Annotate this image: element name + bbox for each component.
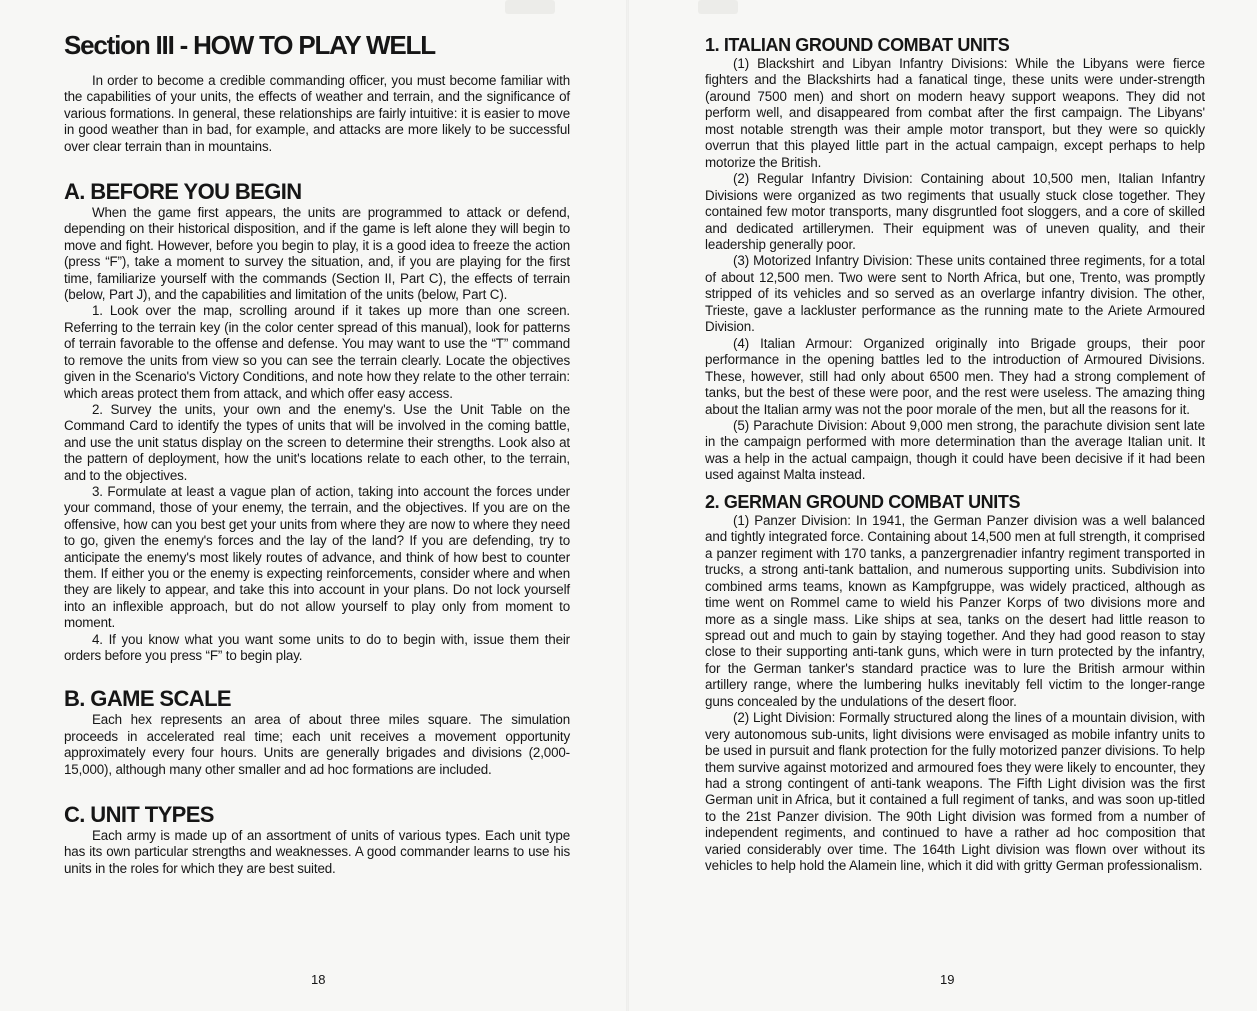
page-number: 18: [311, 972, 326, 987]
heading-italian-units: 1. ITALIAN GROUND COMBAT UNITS: [705, 35, 1010, 55]
heading-before-you-begin: A. BEFORE YOU BEGIN: [64, 179, 302, 205]
right-page: [628, 0, 1257, 1011]
heading-game-scale: B. GAME SCALE: [64, 686, 231, 712]
paragraph: (2) Regular Infantry Division: Containing about 10,500 men, Italian Infantry Divisions were organized as two regiments that usually stuck close together. They contained few motor transports, many disgruntled foot sloggers, and a core of skilled and dedicated artillerymen. Their equipment was of uneven quality, and their leadership generally poor.: [705, 171, 1205, 252]
paragraph: (4) Italian Armour: Organized originally into Brigade groups, their poor performance in the opening battles led to the introduction of Armoured Divisions. These, however, still had only about 6500 men. They had a strong complement of tanks, but the best of these were poor, and the rest were useless. The amazing thing about the Italian army was not the poor morale of the men, but all the reasons for it.: [705, 335, 1205, 417]
paragraph: (1) Panzer Division: In 1941, the German Panzer division was a well balanced and tightly integrated force. Containing about 14,500 men at full strength, it comprised a panzer regiment with 170 tanks, a panzergrenadier infantry regiment transported in trucks, a strong anti-tank battalion, and numerous supporting units. Subdivision into combined arms teams, known as Kampfgruppe, was widely practiced, although as time went on Rommel came to wield his Panzer Korps of two divisions more and more as a single mass. Like ships at sea, tanks on the desert had little reason to spread out and much to gain by staying together. And they had good reason to stay close to their supporting anti-tank guns, which were in turn protected by the infantry, for the German tanker's standard practice was to lure the British armour within artillery range, where the lumbering hulks inevitably fell victim to the longer-range guns concealed by the undulations of the desert floor.: [705, 512, 1205, 709]
paragraph: 2. Survey the units, your own and the enemy's. Use the Unit Table on the Command Card to identify the types of units that will be involved in the coming battle, and use the unit status display on the screen to determine their strengths. Look also at the pattern of deployment, how the unit's locations relate to each other, to the terrain, and to the objectives.: [64, 401, 570, 483]
scan-smudge: [698, 0, 738, 14]
heading-german-units: 2. GERMAN GROUND COMBAT UNITS: [705, 491, 1021, 512]
scan-smudge: [505, 0, 555, 14]
page-number: 19: [940, 972, 955, 987]
paragraph: (5) Parachute Division: About 9,000 men strong, the parachute division sent late in the campaign performed with more determination than the average Italian unit. It was a help in the actual campaign, though it could have been decisive if it had been used against Malta instead.: [705, 417, 1205, 483]
paragraph: Each hex represents an area of about three miles square. The simulation proceeds in accelerated real time; each unit receives a movement opportunity approximately every four hours. Units are generally brigades and divisions (2,000-15,000), although many other smaller and ad hoc formations are included.: [64, 712, 570, 777]
left-page: [0, 0, 628, 1011]
heading-unit-types: C. UNIT TYPES: [64, 802, 214, 828]
section-title: Section III - HOW TO PLAY WELL: [64, 30, 435, 60]
paragraph: 4. If you know what you want some units to do to begin with, issue them their orders before you press “F” to begin play.: [64, 631, 570, 663]
paragraph: (3) Motorized Infantry Division: These units contained three regiments, for a total of about 12,500 men. Two were sent to North Africa, but one, Trento, was promptly stripped of its vehicles and so served as an overlarge infantry division. The other, Trieste, gave a lackluster performance as the running mate to the Ariete Armoured Division.: [705, 253, 1205, 335]
paragraph: 1. Look over the map, scrolling around if it takes up more than one screen. Referring to the terrain key (in the color center spread of this manual), look for patterns of terrain favorable to the offense and defense. You may want to use the “T” command to remove the units from view so you can see the terrain clearly. Locate the objectives given in the Scenario's Victory Conditions, and note how they relate to the other terrain: which areas protect them from attack, and which offer easy access.: [64, 303, 570, 401]
paragraph: Each army is made up of an assortment of units of various types. Each unit type has its own particular strengths and weaknesses. A good commander learns to use his units in the roles for which they are best suited.: [64, 828, 570, 876]
right-text-column: [705, 34, 1205, 875]
left-text-column: [64, 30, 570, 877]
paragraph: When the game first appears, the units are programmed to attack or defend, depending on their historical disposition, and if the game is left alone they will begin to move and fight. However, before you begin to play, it is a good idea to freeze the action (press “F”), take a moment to survey the situation, and, if you are playing for the first time, familiarize yourself with the commands (Section II, Part C), the effects of terrain (below, Part J), and the capabilities and limitation of the units (below, Part C).: [64, 205, 570, 303]
paragraph: (2) Light Division: Formally structured along the lines of a mountain division, with very autonomous sub-units, light divisions were envisaged as mobile infantry units to be used in pursuit and flank protection for the fully motorized panzer divisions. To help them survive against motorized and armoured foes they were likely to encounter, they had a strong contingent of anti-tank weapons. The Fifth Light division was the first German unit in Africa, but it contained a full regiment of tanks, and was soon up-titled to the 21st Panzer division. The 90th Light division was formed from a number of independent regiments, and continued to have a rather ad hoc composition that varied considerably over time. The 164th Light division was flown over without its vehicles to help hold the Alamein line, which it did with gritty German professionalism.: [705, 710, 1205, 874]
intro-paragraph: In order to become a credible commanding officer, you must become familiar with the capabilities of your units, the effects of weather and terrain, and the significance of various formations. In general, these relationships are fairly intuitive: it is easier to move in good weather than in bad, for example, and attacks are more likely to be successful over clear terrain than in mountains.: [64, 73, 570, 154]
paragraph: 3. Formulate at least a vague plan of action, taking into account the forces under your command, those of your enemy, the terrain, and the objectives. If you are on the offensive, how can you best get your units from where they are now to where they need to go, given the enemy's forces and the lay of the land? If you are defending, try to anticipate the enemy's most likely routes of advance, and think of how best to counter them. If either you or the enemy is expecting reinforcements, consider where and when they are likely to appear, and take this into account in your plans. Do not lock yourself into an inflexible approach, but do not allow yourself to play only from moment to moment.: [64, 483, 570, 631]
paragraph: (1) Blackshirt and Libyan Infantry Divisions: While the Libyans were fierce fighters and the Blackshirts had a fanatical tinge, these units were under-strength (around 7500 men) and short on modern heavy support weapons. They did not perform well, and disappeared from combat after the first campaign. The Libyans' most notable strength was their ample motor transport, but they were so quickly overrun that this played little part in the actual campaign, except perhaps to help motorize the British.: [705, 56, 1205, 170]
